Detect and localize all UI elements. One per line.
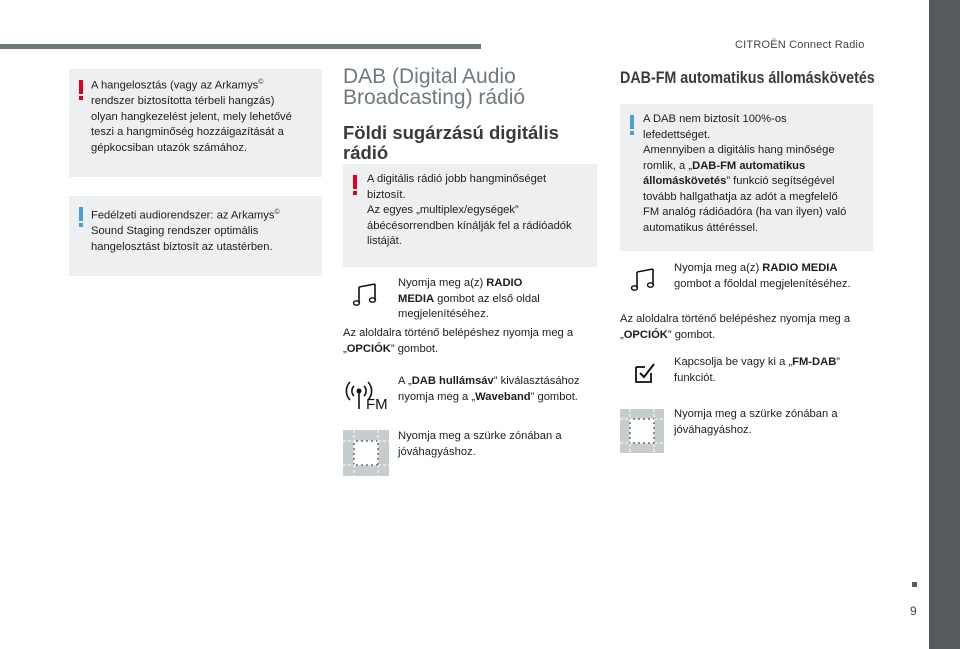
music-note-icon bbox=[353, 283, 379, 307]
step-confirm-grey-zone: Nyomja meg a szürke zónában a jóváhagyáshoz. bbox=[398, 430, 562, 458]
page-number: 9 bbox=[910, 604, 917, 618]
step-fm-dab-toggle: Kapcsolja be vagy ki a „FM-DAB” funkciót. bbox=[674, 356, 841, 384]
music-note-icon bbox=[631, 268, 657, 292]
header-rule bbox=[0, 44, 481, 49]
page-edge-tab bbox=[929, 0, 960, 649]
checkbox-icon bbox=[633, 361, 657, 385]
step-radio-media-main: Nyomja meg a(z) RADIO MEDIA gombot a főoldal megjelenítéséhez. bbox=[674, 262, 851, 290]
subsection-title-foldi: Földi sugárzású digitális rádió bbox=[343, 122, 559, 163]
step-radio-media: Nyomja meg a(z) RADIO MEDIA gombot az első oldal megjelenítéséhez. bbox=[398, 277, 540, 320]
step-dab-waveband: A „DAB hullámsáv” kiválasztásához nyomja meg a „Waveband” gombot. bbox=[398, 375, 580, 403]
warning-icon bbox=[79, 80, 83, 94]
info-text-sound-staging: Fedélzeti audiorendszer: az Arkamys© Sound Staging rendszer optimális hangelosztást biztosít az utastérben. bbox=[91, 209, 280, 253]
para-options: Az aloldalra történő belépéshez nyomja meg a „OPCIÓK” gombot. bbox=[343, 327, 574, 355]
running-header: CITROËN Connect Radio bbox=[735, 39, 865, 51]
section-title-dab: DAB (Digital Audio Broadcasting) rádió bbox=[343, 65, 526, 109]
warning-icon bbox=[353, 175, 357, 189]
fm-label: FM bbox=[366, 396, 388, 411]
fm-radio-icon bbox=[345, 375, 389, 411]
info-icon bbox=[79, 207, 83, 221]
warning-text-dab: A digitális rádió jobb hangminőséget biztosít. Az egyes „multiplex/egységek” ábécésorrendben kínálják fel a rádióadók listáját. bbox=[367, 173, 572, 247]
step-confirm-grey-zone: Nyomja meg a szürke zónában a jóváhagyáshoz. bbox=[674, 408, 838, 436]
info-text-dab-fm: A DAB nem biztosít 100%-os lefedettséget. Amennyiben a digitális hang minősége romlik, a „DAB-FM automatikus állomáskövetés” funkció segítségével tovább hallgathatja az adót a megfelelő FM analóg rádióadóra (ha van ilyen) való automatikus áttéréssel. bbox=[643, 113, 847, 234]
section-title-dab-fm: DAB-FM automatikus állomáskövetés bbox=[620, 68, 875, 87]
info-icon bbox=[630, 115, 634, 129]
para-options: Az aloldalra történő belépéshez nyomja meg a „OPCIÓK” gombot. bbox=[620, 313, 851, 341]
next-page-marker bbox=[912, 582, 917, 587]
grey-zone-icon bbox=[620, 409, 664, 453]
grey-zone-icon bbox=[343, 430, 389, 476]
warning-text-arkamys: A hangelosztás (vagy az Arkamys© rendszer biztosította térbeli hangzás) olyan hangkezelést jelent, mely lehetővé teszi a hangminőség hozzáigazítását a gépkocsiban utazók számához. bbox=[91, 79, 292, 154]
